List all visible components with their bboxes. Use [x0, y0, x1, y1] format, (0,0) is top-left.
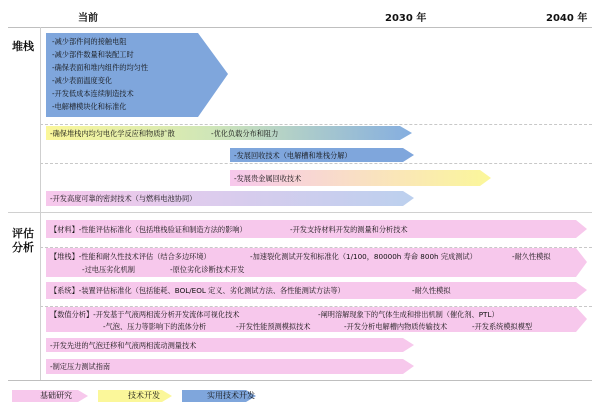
header-2030: 2030 年 — [385, 13, 427, 24]
header-now: 当前 — [78, 13, 98, 24]
eval-numeric-text-6: -开发系统模拟模型 — [472, 322, 533, 331]
row-label-stack: 堆栈 — [12, 40, 34, 53]
eval-stack-text-2: -加速裂化测试开发和标准化（1/100，80000h 寿命 800h 完成测试） — [250, 252, 477, 261]
eval-numeric-text-5: -开发分析电解槽内物质传输技术 — [344, 322, 448, 331]
eval-numeric-text-3: -气泡、压力等影响下的流体分析 — [103, 322, 207, 331]
stack-item-6: -电解槽模块化和标准化 — [52, 102, 127, 111]
legend-basic-label: 基础研究 — [40, 391, 72, 400]
stack-item-1: -减少部件间的接触电阻 — [52, 37, 127, 46]
eval-materials-text-1: 【材料】-性能评估标准化（包括堆栈验证和制造方法的影响） — [50, 225, 247, 234]
eval-stack-text-5: -原位劣化诊断技术开发 — [170, 265, 245, 274]
row-label-eval-1: 评估 — [12, 227, 34, 240]
eval-stack-text-1: 【堆栈】-性能和耐久性技术评估（结合多边环境） — [50, 252, 211, 261]
stack-item-2: -减少部件数量和装配工时 — [52, 50, 134, 59]
eval-numeric-text-1: 【数值分析】-开发基于气液两相流分析开发流体可视化技术 — [50, 310, 240, 319]
eval-stack-text-4: -过电压劣化机制 — [82, 265, 135, 274]
bar-sealing-label: -开发高度可靠的密封技术（与燃料电池协同） — [50, 194, 197, 203]
row-label-eval-2: 分析 — [12, 241, 34, 254]
eval-numeric-text-4: -开发性能预测模拟技术 — [236, 322, 311, 331]
stack-item-5: -开发低成本连续制造技术 — [52, 89, 134, 98]
stack-item-4: -减少表面温度变化 — [52, 76, 113, 85]
eval-numeric-text-2: -阐明溶解现象下的气体生成和排出机制（催化剂、PTL） — [318, 310, 499, 319]
legend-practical-label: 实用技术开发 — [207, 391, 255, 400]
bar-load-label: -优化负载分布和阻力 — [211, 129, 279, 138]
eval-materials-text-2: -开发支持材料开发的测量和分析技术 — [290, 225, 408, 234]
header-2040: 2040 年 — [546, 13, 588, 24]
bar-recycling-label: -发展回收技术（电解槽和堆栈分解） — [234, 151, 352, 160]
stack-item-3: -确保表面和堆内组件的均匀性 — [52, 63, 149, 72]
bar-uniform-label: -确保堆栈内均匀电化学反应和物质扩散 — [50, 129, 175, 138]
legend-tech-label: 技术开发 — [128, 391, 160, 400]
bar-pgm-recycling-label: -发展贵金属回收技术 — [234, 174, 302, 183]
eval-pressure-text: -制定压力测试指南 — [50, 362, 111, 371]
eval-stack-text-3: -耐久性模拟 — [512, 252, 551, 261]
eval-system-text-1: 【系统】-装置评估标准化（包括能耗、BOL/EOL 定义、劣化测试方法、各性能测试方法等） — [50, 286, 345, 295]
eval-bubble-text: -开发先进的气泡迁移和气液两相流动测量技术 — [50, 341, 197, 350]
eval-system-text-2: -耐久性模拟 — [412, 286, 451, 295]
